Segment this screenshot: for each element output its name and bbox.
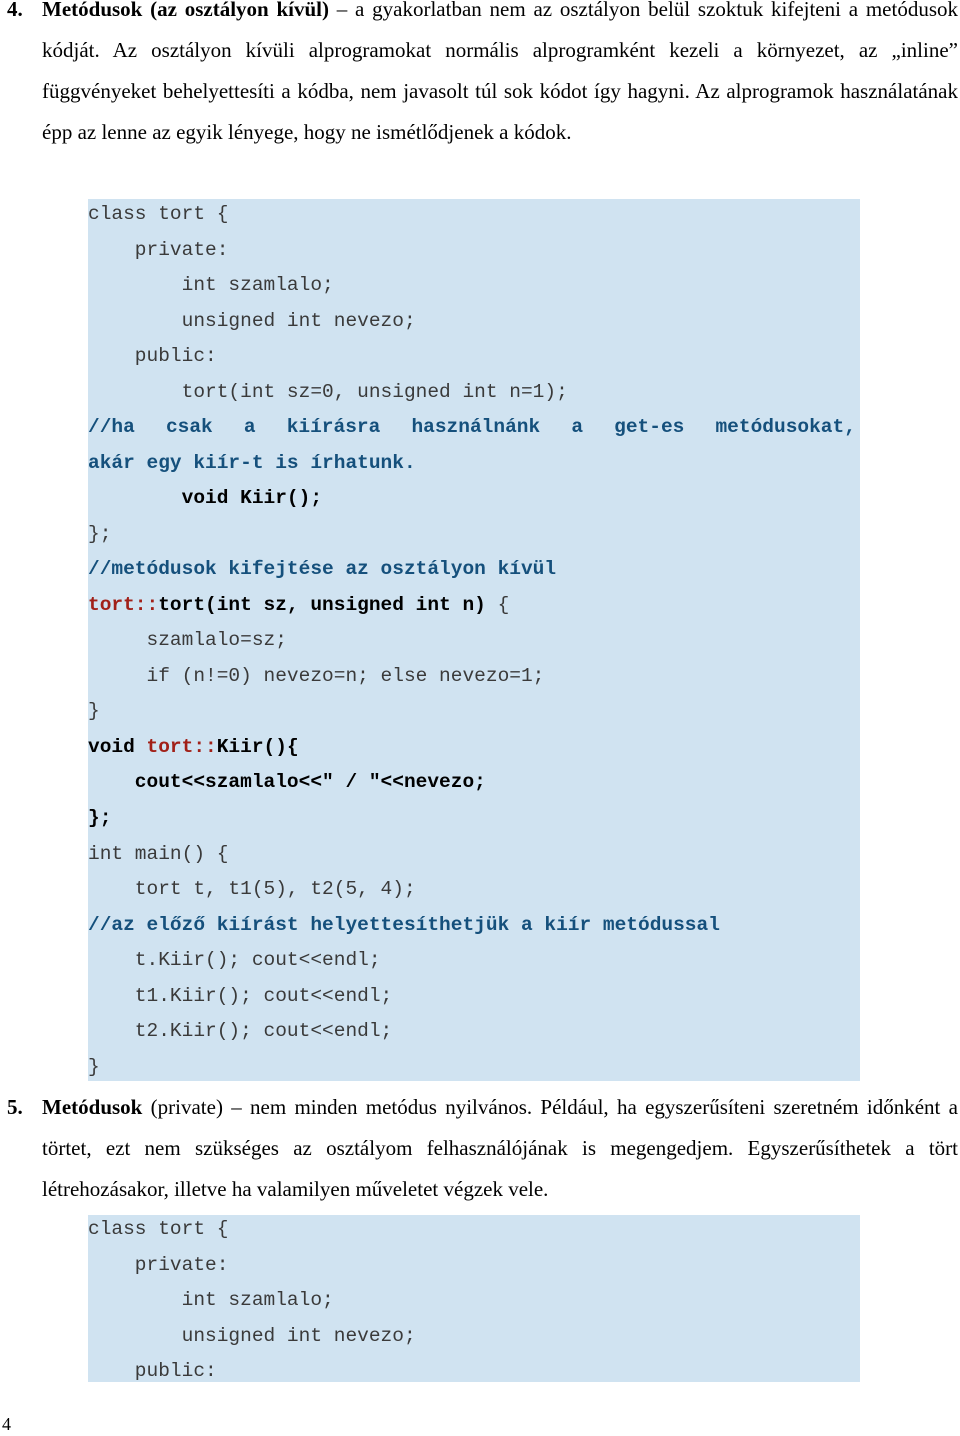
section-5-title: Metódusok bbox=[42, 1095, 143, 1119]
code-block-1 bbox=[88, 199, 860, 1081]
comment-word: kiírásra bbox=[286, 416, 381, 438]
comment-word: csak bbox=[165, 416, 213, 438]
section-5-text: (private) – nem minden metódus nyilvános. Például, ha egyszerűsíteni szeretném időnként a törtet, ezt nem szükséges az osztályom felhasználójának is megengedjem. Egyszerűsíthetek a tört létrehozásakor, illetve ha valamilyen műveletet végzek vele. bbox=[42, 1095, 958, 1201]
code-line: cout<<szamlalo<<" / "<<nevezo; bbox=[88, 771, 486, 793]
brace: { bbox=[485, 594, 510, 616]
code-comment: akár egy kiír-t is írhatunk. bbox=[88, 452, 416, 474]
section-4-number: 4. bbox=[7, 0, 23, 21]
section-4-text: – a gyakorlatban nem az osztályon belül szoktuk kifejteni a metódusok kódját. Az osztályon kívüli alprogramokat normális alprogramként kezeli a környezet, az „inline” függvényeket behelyettesíti a kódba, nem javasolt túl sok kódot így hagyni. Az alprogramok használatának épp az lenne az egyik lényege, hogy ne ismétlődjenek a kódok. bbox=[42, 0, 958, 144]
code-line: } bbox=[88, 1056, 100, 1078]
page-number: 4 bbox=[2, 1414, 11, 1434]
code-block-2 bbox=[88, 1215, 860, 1382]
comment-word: //ha bbox=[88, 416, 135, 438]
code-line: class tort { bbox=[88, 203, 229, 225]
class-scope: tort:: bbox=[88, 594, 159, 616]
code-line: if (n!=0) nevezo=n; else nevezo=1; bbox=[88, 665, 545, 687]
comment-word: a bbox=[571, 416, 584, 438]
code-line: tort(int sz=0, unsigned int n=1); bbox=[88, 381, 568, 403]
code-line: }; bbox=[88, 807, 112, 829]
code-line: szamlalo=sz; bbox=[88, 629, 287, 651]
code-line: t2.Kiir(); cout<<endl; bbox=[88, 1020, 393, 1042]
code-comment bbox=[88, 409, 856, 445]
code-line: int main() { bbox=[88, 843, 229, 865]
code-line: unsigned int nevezo; bbox=[88, 1325, 416, 1347]
code-line: public: bbox=[88, 345, 217, 367]
comment-word: használnánk bbox=[411, 416, 541, 438]
code-line: }; bbox=[88, 523, 112, 545]
section-5-number: 5. bbox=[7, 1095, 23, 1119]
code-line: int szamlalo; bbox=[88, 274, 334, 296]
section-4-title: Metódusok (az osztályon kívül) bbox=[42, 0, 329, 21]
class-scope: tort:: bbox=[146, 736, 217, 758]
code-comment: //metódusok kifejtése az osztályon kívül bbox=[88, 558, 557, 580]
code-line: unsigned int nevezo; bbox=[88, 310, 416, 332]
code-line: } bbox=[88, 700, 100, 722]
code-line: void Kiir(); bbox=[88, 487, 323, 509]
code-line bbox=[88, 729, 299, 765]
code-line: private: bbox=[88, 239, 229, 261]
code-line: t.Kiir(); cout<<endl; bbox=[88, 949, 381, 971]
section-5-paragraph bbox=[0, 1087, 958, 1210]
return-type: void bbox=[88, 736, 147, 758]
comment-word: metódusokat, bbox=[715, 416, 856, 438]
code-line: int szamlalo; bbox=[88, 1289, 334, 1311]
code-line: private: bbox=[88, 1254, 229, 1276]
code-line bbox=[88, 587, 509, 623]
comment-word: a bbox=[243, 416, 256, 438]
comment-word: get-es bbox=[614, 416, 685, 438]
code-comment: //az előző kiírást helyettesíthetjük a kiír metódussal bbox=[88, 914, 720, 936]
code-line: public: bbox=[88, 1360, 217, 1382]
constructor-signature: tort(int sz, unsigned int n) bbox=[158, 594, 486, 616]
code-line: tort t, t1(5), t2(5, 4); bbox=[88, 878, 416, 900]
code-line: class tort { bbox=[88, 1218, 229, 1240]
section-4-paragraph bbox=[0, 0, 958, 153]
code-line: t1.Kiir(); cout<<endl; bbox=[88, 985, 393, 1007]
method-name: Kiir(){ bbox=[216, 736, 299, 758]
